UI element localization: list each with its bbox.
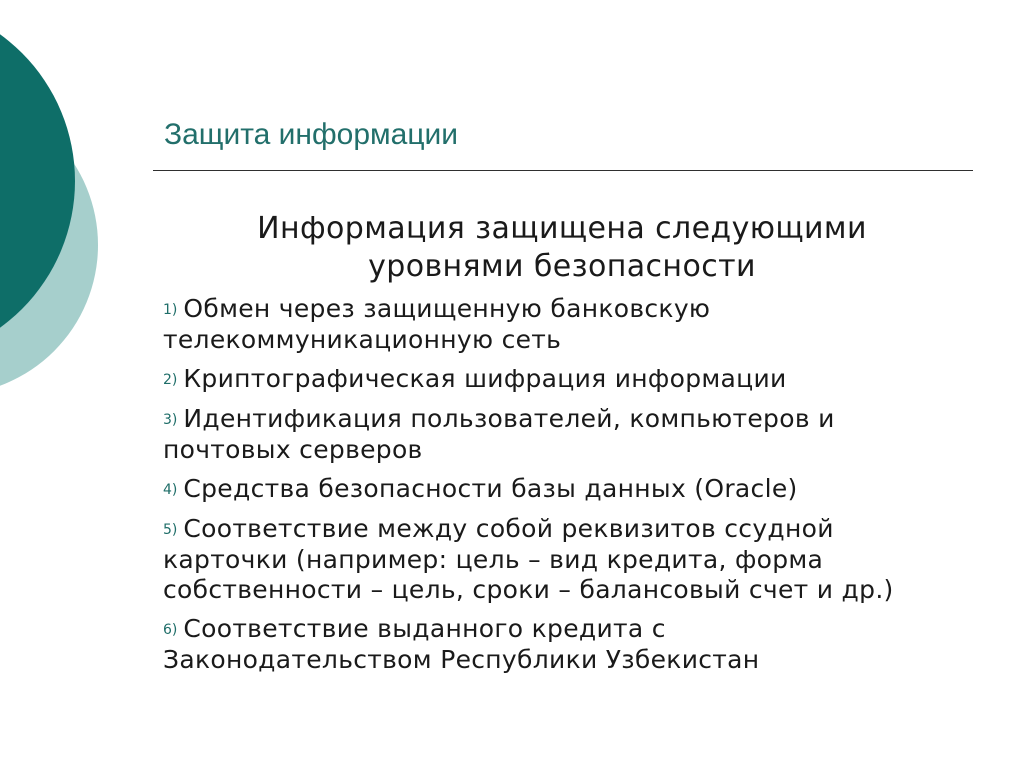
list-item: [163, 364, 923, 395]
title-divider: [153, 170, 973, 171]
list-item-text: Соответствие между собой реквизитов ссудной карточки (например: цель – вид кредита, форма собственности – цель, сроки – балансовый счет и др.): [163, 514, 894, 604]
security-levels-list: [163, 294, 923, 675]
list-item-text: Соответствие выданного кредита с Законодательством Республики Узбекистан: [163, 614, 760, 674]
list-item-number: 4): [163, 482, 178, 498]
list-item-number: 2): [163, 372, 178, 388]
list-item-number: 3): [163, 412, 178, 428]
list-item-number: 5): [163, 522, 178, 538]
list-item-text: Криптографическая шифрация информации: [183, 364, 787, 393]
list-item-number: 1): [163, 302, 178, 318]
list-item: [163, 404, 923, 465]
list-item: [163, 474, 923, 505]
slide-content: [163, 210, 923, 684]
list-item-text: Идентификация пользователей, компьютеров и почтовых серверов: [163, 404, 835, 464]
list-item: [163, 294, 923, 355]
list-item-text: Обмен через защищенную банковскую телекоммуникационную сеть: [163, 294, 711, 354]
list-item: [163, 614, 923, 675]
list-item: [163, 514, 923, 605]
list-item-text: Средства безопасности базы данных (Oracle): [183, 474, 798, 503]
slide-title: Защита информации: [164, 118, 459, 151]
list-item-number: 6): [163, 622, 178, 638]
content-heading: Информация защищена следующими уровнями безопасности: [257, 211, 867, 284]
